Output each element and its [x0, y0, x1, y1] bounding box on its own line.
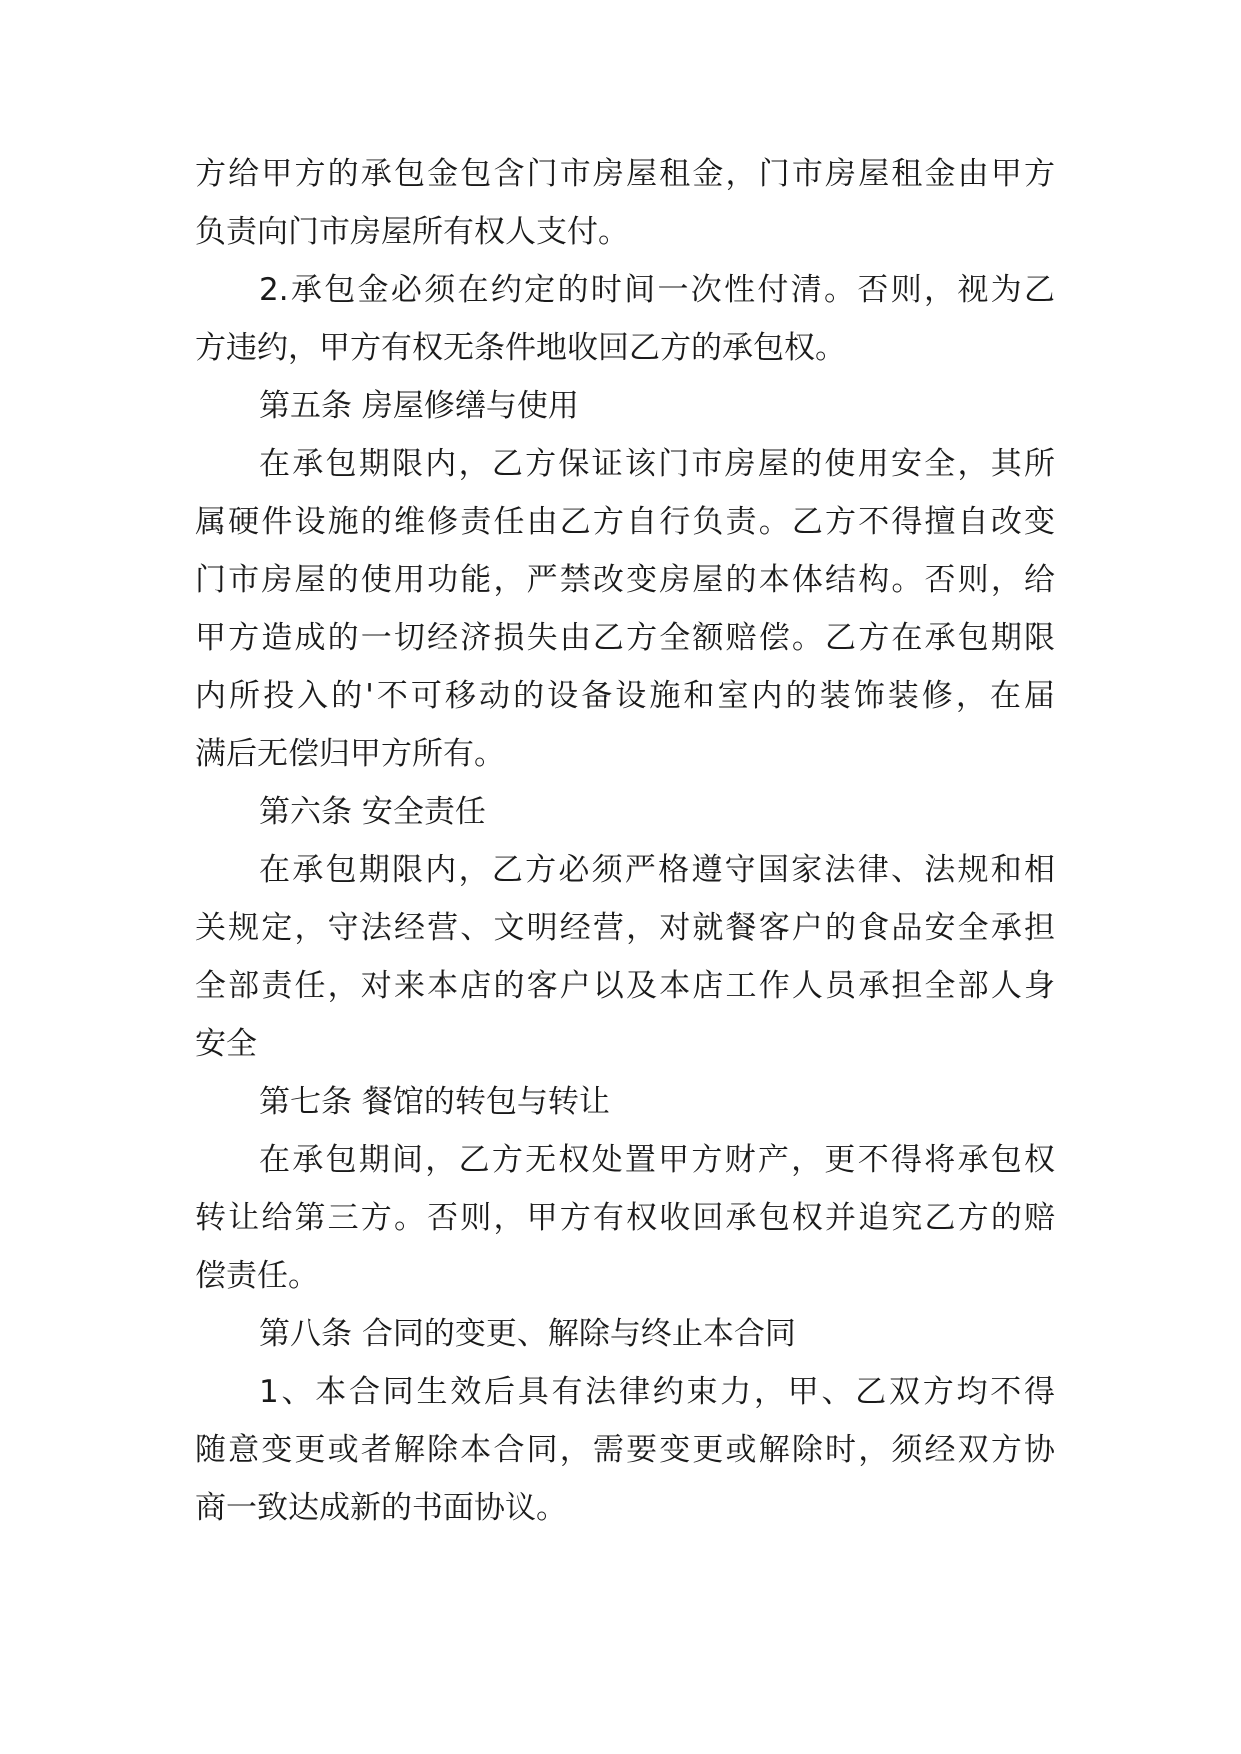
text-line: 内所投入的'不可移动的设备设施和室内的装饰装修，在届: [195, 678, 1055, 714]
paragraph-first-line: 1、本合同生效后具有法律约束力，甲、乙双方均不得: [259, 1374, 1055, 1410]
text-line: 关规定，守法经营、文明经营，对就餐客户的食品安全承担: [195, 910, 1055, 946]
article-heading: 第八条 合同的变更、解除与终止本合同: [259, 1316, 796, 1352]
text-line: 全部责任，对来本店的客户以及本店工作人员承担全部人身: [195, 968, 1055, 1004]
paragraph-first-line: 在承包期限内，乙方必须严格遵守国家法律、法规和相: [259, 852, 1055, 888]
text-line: 随意变更或者解除本合同，需要变更或解除时，须经双方协: [195, 1432, 1055, 1468]
text-line: 门市房屋的使用功能，严禁改变房屋的本体结构。否则，给: [195, 562, 1055, 598]
text-line: 转让给第三方。否则，甲方有权收回承包权并追究乙方的赔: [195, 1200, 1055, 1236]
article-heading: 第五条 房屋修缮与使用: [259, 388, 579, 424]
text-line: 商一致达成新的书面协议。: [195, 1490, 567, 1526]
text-line: 方违约，甲方有权无条件地收回乙方的承包权。: [195, 330, 846, 366]
paragraph-first-line: 2.承包金必须在约定的时间一次性付清。否则，视为乙: [259, 272, 1055, 308]
paragraph-first-line: 在承包期限内，乙方保证该门市房屋的使用安全，其所: [259, 446, 1055, 482]
document-body: [195, 145, 1055, 1537]
text-line: 属硬件设施的维修责任由乙方自行负责。乙方不得擅自改变: [195, 504, 1055, 540]
text-line: 偿责任。: [195, 1258, 319, 1294]
paragraph-first-line: 在承包期间，乙方无权处置甲方财产，更不得将承包权: [259, 1142, 1055, 1178]
text-line: 方给甲方的承包金包含门市房屋租金，门市房屋租金由甲方: [195, 156, 1055, 192]
text-line: 安全: [195, 1026, 257, 1062]
article-heading: 第六条 安全责任: [259, 794, 486, 830]
article-heading: 第七条 餐馆的转包与转让: [259, 1084, 610, 1120]
text-line: 满后无偿归甲方所有。: [195, 736, 505, 772]
text-line: 负责向门市房屋所有权人支付。: [195, 214, 629, 250]
text-line: 甲方造成的一切经济损失由乙方全额赔偿。乙方在承包期限: [195, 620, 1055, 656]
